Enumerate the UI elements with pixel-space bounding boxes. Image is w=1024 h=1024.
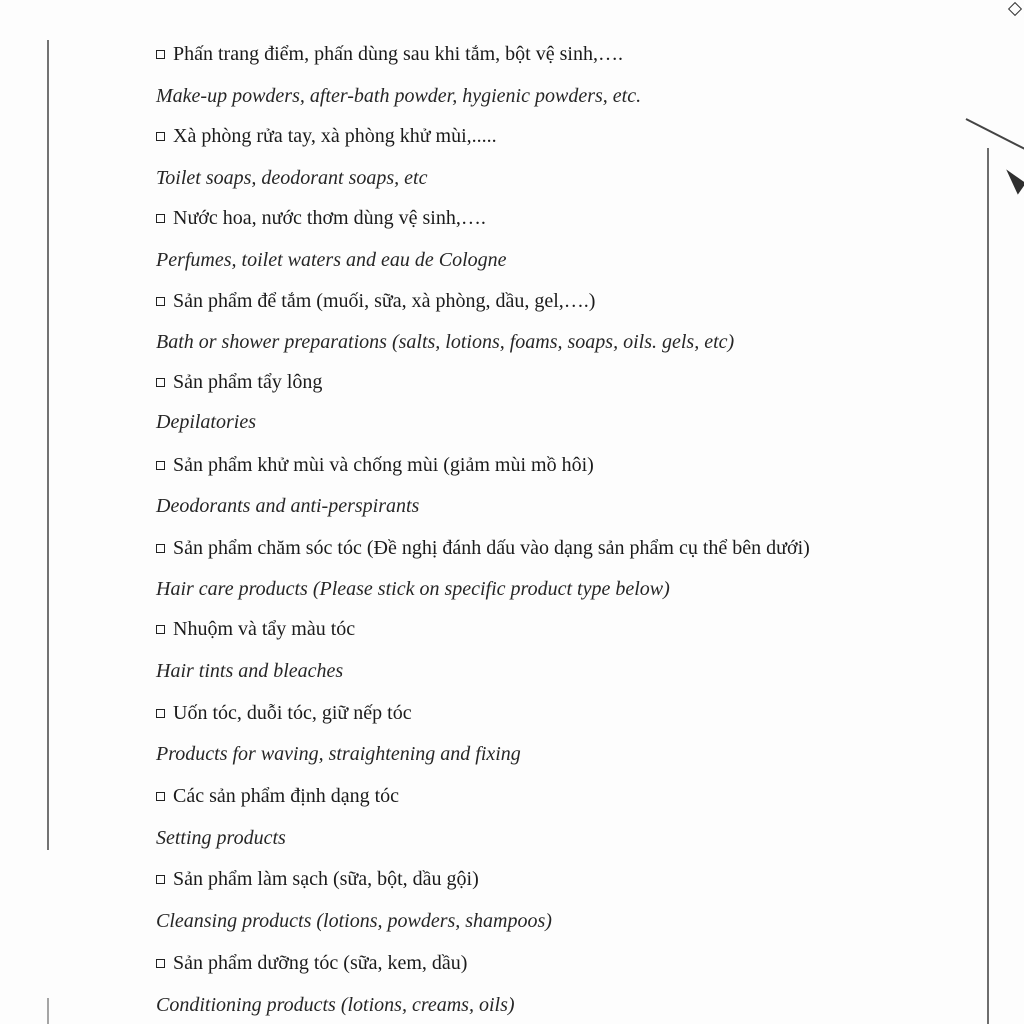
checkbox[interactable]	[156, 297, 165, 306]
list-item-en: Deodorants and anti-perspirants	[156, 495, 420, 517]
item-label-vi: Uốn tóc, duỗi tóc, giữ nếp tóc	[173, 702, 412, 724]
item-label-vi: Sản phẩm chăm sóc tóc (Đề nghị đánh dấu vào dạng sản phẩm cụ thể bên dưới)	[173, 537, 810, 559]
list-item-vi[interactable]	[156, 538, 810, 558]
checkbox[interactable]	[156, 461, 165, 470]
list-item-en: Cleansing products (lotions, powders, shampoos)	[156, 910, 552, 932]
checkbox[interactable]	[156, 50, 165, 59]
list-item-vi[interactable]	[156, 291, 595, 311]
list-item-vi[interactable]	[156, 44, 623, 64]
list-item-vi[interactable]	[156, 619, 355, 639]
checkbox[interactable]	[156, 544, 165, 553]
checkbox[interactable]	[156, 709, 165, 718]
checkbox[interactable]	[156, 959, 165, 968]
page-fold-edge	[987, 148, 989, 1024]
list-item-vi[interactable]	[156, 786, 399, 806]
list-item-en: Make-up powders, after-bath powder, hygienic powders, etc.	[156, 85, 642, 107]
checkbox[interactable]	[156, 875, 165, 884]
corner-scan-mark	[1008, 2, 1022, 16]
list-item-en: Depilatories	[156, 411, 256, 433]
list-item-en: Hair tints and bleaches	[156, 660, 344, 682]
list-item-en: Toilet soaps, deodorant soaps, etc	[156, 167, 428, 189]
list-item-vi[interactable]	[156, 455, 594, 475]
item-label-vi: Sản phẩm khử mùi và chống mùi (giảm mùi mồ hôi)	[173, 454, 594, 476]
checkbox[interactable]	[156, 378, 165, 387]
item-label-vi: Nước hoa, nước thơm dùng vệ sinh,….	[173, 207, 486, 229]
fold-diagonal-line	[966, 118, 1024, 152]
list-item-en: Conditioning products (lotions, creams, oils)	[156, 994, 515, 1016]
list-item-vi[interactable]	[156, 869, 479, 889]
list-item-vi[interactable]	[156, 703, 412, 723]
item-label-vi: Sản phẩm dưỡng tóc (sữa, kem, dầu)	[173, 952, 468, 974]
list-item-en: Hair care products (Please stick on specific product type below)	[156, 578, 670, 600]
checkbox[interactable]	[156, 214, 165, 223]
list-item-en: Setting products	[156, 827, 286, 849]
list-item-en: Bath or shower preparations (salts, lotions, foams, soaps, oils. gels, etc)	[156, 331, 735, 353]
left-margin-line	[47, 40, 49, 850]
checkbox[interactable]	[156, 132, 165, 141]
item-label-vi: Sản phẩm tẩy lông	[173, 371, 323, 393]
left-margin-line-bottom	[47, 998, 49, 1024]
list-item-vi[interactable]	[156, 372, 322, 392]
checkbox[interactable]	[156, 792, 165, 801]
list-item-en: Products for waving, straightening and fixing	[156, 743, 521, 765]
item-label-vi: Các sản phẩm định dạng tóc	[173, 785, 400, 807]
fold-wedge-mark	[998, 169, 1024, 194]
item-label-vi: Nhuộm và tẩy màu tóc	[173, 618, 356, 640]
list-item-vi[interactable]	[156, 126, 497, 146]
list-item-vi[interactable]	[156, 953, 467, 973]
item-label-vi: Xà phòng rửa tay, xà phòng khử mùi,.....	[173, 125, 497, 147]
item-label-vi: Sản phẩm để tắm (muối, sữa, xà phòng, dầu, gel,….)	[173, 290, 596, 312]
checkbox[interactable]	[156, 625, 165, 634]
list-item-vi[interactable]	[156, 208, 486, 228]
list-item-en: Perfumes, toilet waters and eau de Cologne	[156, 249, 507, 271]
item-label-vi: Phấn trang điểm, phấn dùng sau khi tắm, bột vệ sinh,….	[173, 43, 623, 65]
item-label-vi: Sản phẩm làm sạch (sữa, bột, dầu gội)	[173, 868, 479, 890]
